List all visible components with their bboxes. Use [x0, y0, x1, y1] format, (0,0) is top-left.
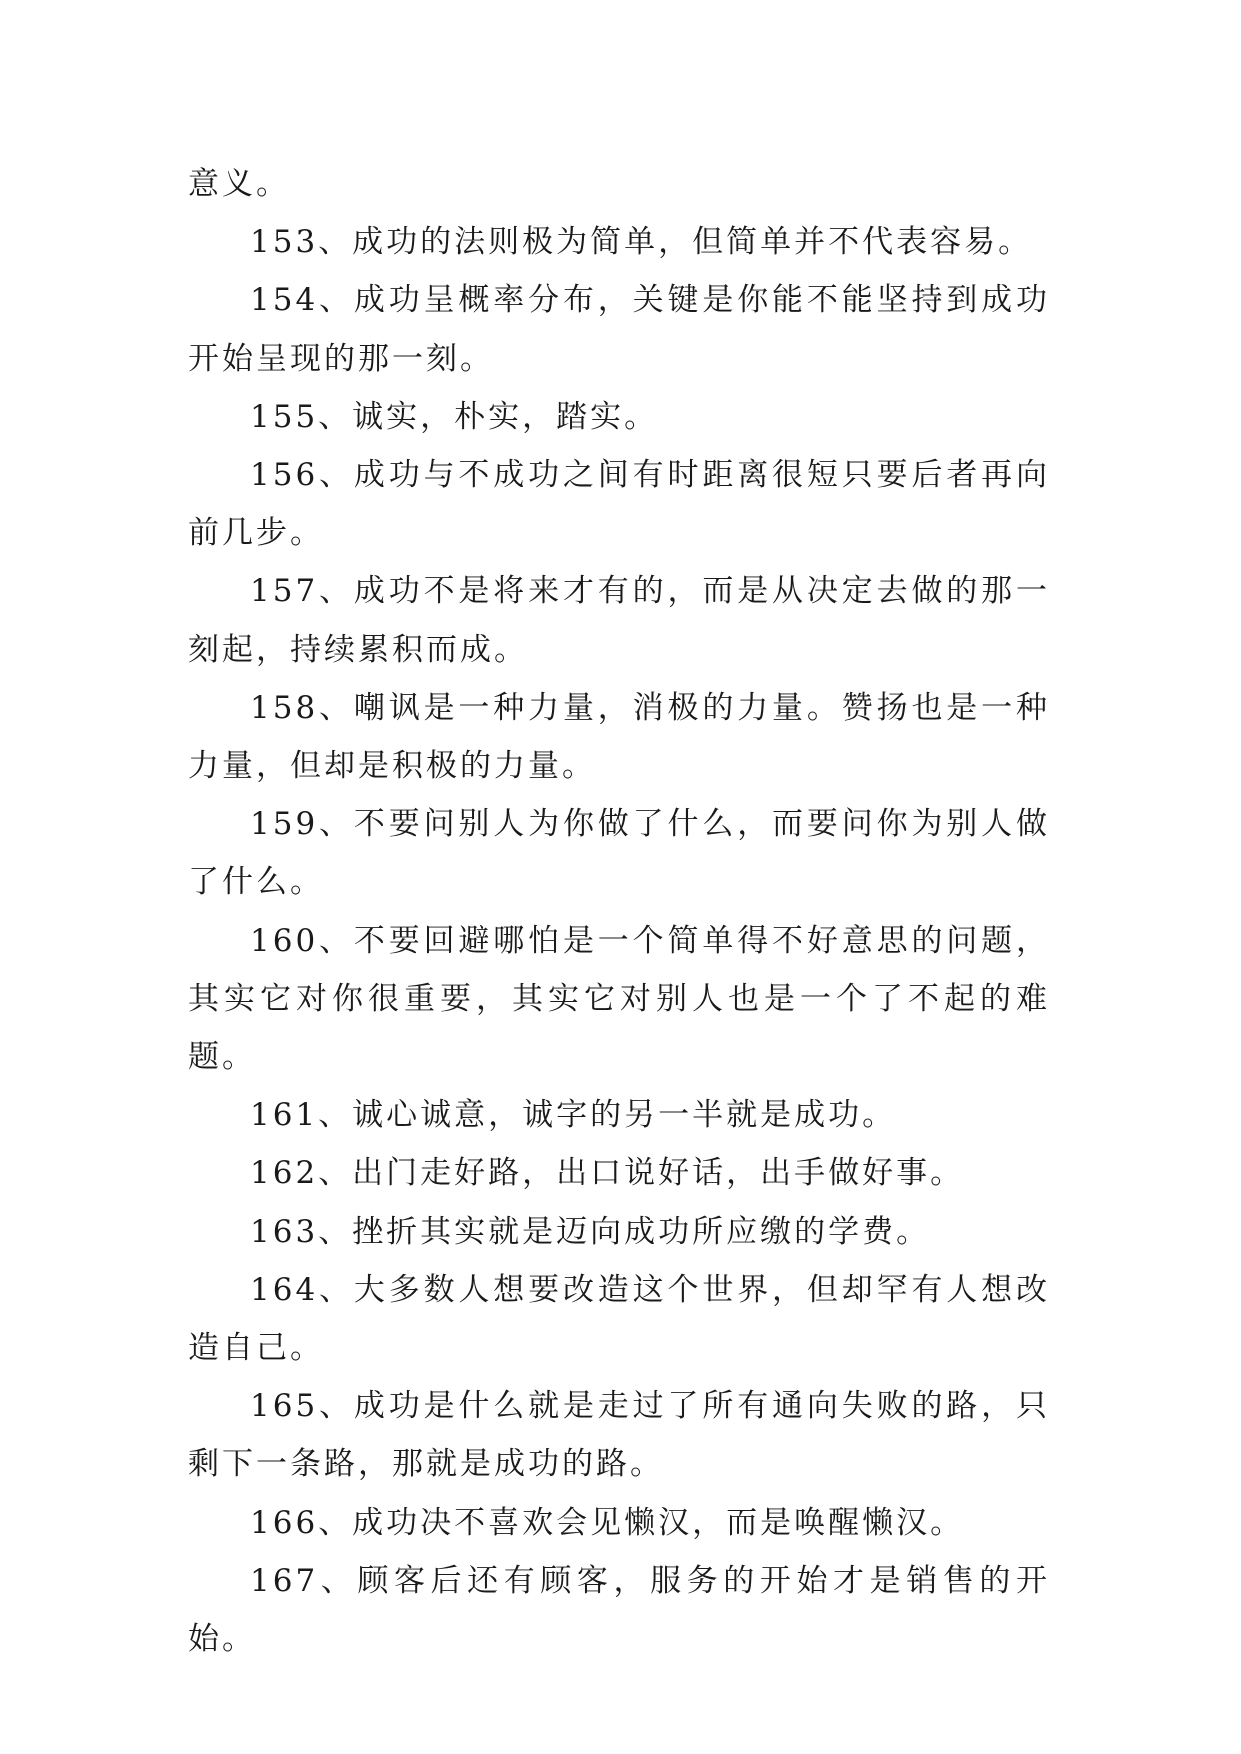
list-item: 157、成功不是将来才有的，而是从决定去做的那一刻起，持续累积而成。 [188, 573, 1050, 668]
list-item: 158、嘲讽是一种力量，消极的力量。赞扬也是一种力量，但却是积极的力量。 [188, 689, 1050, 785]
list-item: 153、成功的法则极为简单，但简单并不代表容易。 [250, 224, 1033, 261]
list-item: 163、挫折其实就是迈向成功所应缴的学费。 [250, 1213, 931, 1250]
list-item: 162、出门走好路，出口说好话，出手做好事。 [250, 1155, 965, 1192]
list-item: 165、成功是什么就是走过了所有通向失败的路，只剩下一条路，那就是成功的路。 [188, 1388, 1050, 1483]
continuation-text: 意义。 [188, 166, 290, 202]
list-item: 161、诚心诚意，诚字的另一半就是成功。 [250, 1097, 897, 1134]
list-item: 167、顾客后还有顾客，服务的开始才是销售的开始。 [188, 1562, 1050, 1658]
document-body [188, 155, 1050, 1668]
list-item: 159、不要问别人为你做了什么，而要问你为别人做了什么。 [188, 806, 1050, 901]
list-item: 156、成功与不成功之间有时距离很短只要后者再向前几步。 [188, 457, 1050, 552]
list-item: 166、成功决不喜欢会见懒汉，而是唤醒懒汉。 [250, 1504, 965, 1541]
list-item: 154、成功呈概率分布，关键是你能不能坚持到成功开始呈现的那一刻。 [188, 282, 1050, 377]
list-item: 164、大多数人想要改造这个世界，但却罕有人想改造自己。 [188, 1271, 1050, 1367]
list-item: 155、诚实，朴实，踏实。 [250, 398, 659, 435]
list-item: 160、不要回避哪怕是一个简单得不好意思的问题，其实它对你很重要，其实它对别人也是一个了不起的难题。 [188, 922, 1050, 1076]
